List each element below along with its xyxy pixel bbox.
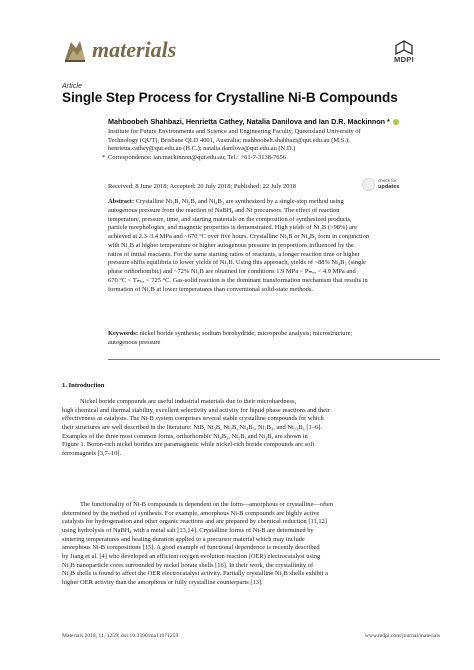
materials-logo-icon — [62, 38, 88, 64]
correspondence-mark: * — [102, 153, 106, 161]
abstract-line: 670 °C < Tₘₐₓ < 725 °C. Gas-solid reaction is the dominant transformation mechanism that results in — [108, 276, 368, 284]
affiliation-line: henrietta.cathey@qut.edu.au (H.C.); natalia.danilova@qut.edu.au (N.D.) — [108, 145, 296, 153]
footer-journal-link[interactable]: www.mdpi.com/journal/materials — [364, 633, 440, 639]
paragraph-line: Figure 1. Boron-rich nickel borides are paramagnetic while nickel-rich boride compounds are soft — [62, 441, 315, 449]
abstract-line: achieved at 2.3–3.4 MPa and ~670 °C over five hours. Crystalline Ni₃B or Ni₄B₃ form in conjunction — [108, 233, 370, 240]
paragraph-line: Nickel boride compounds are useful industrial materials due to their microhardness, — [80, 398, 297, 405]
paragraph-line: The functionality of Ni-B compounds is dependent on the form—amorphous or crystalline—often — [80, 501, 333, 508]
paragraph-line: Ni₃B shells is found to affect the OER electrocatalyst activity. Partially crystalline Ni₃B shells exhibit a — [62, 570, 329, 578]
abstract-label: Abstract: — [108, 198, 135, 205]
article-type-label: Article — [62, 81, 82, 90]
keywords — [108, 330, 440, 348]
paragraph-line: high chemical and thermal stability, excellent selectivity and activity for liquid phase reactions and their — [62, 406, 330, 414]
keywords-line — [108, 330, 440, 339]
affiliation-line: Institute for Future Environments and Science and Engineering Faculty, Queensland University of — [108, 128, 361, 135]
paragraph-line: Ni₃B nanoparticle cores surrounded by nickel borate shells [16]. In their work, the crystallinity of — [62, 561, 314, 569]
check-updates-bottom-label: updates — [378, 184, 400, 190]
paragraph-line: amorphous Ni-B compositions [15]. A good example of functional dependence is recently described — [62, 544, 320, 552]
author-list — [108, 117, 438, 126]
mdpi-wordmark: MDPI — [394, 55, 414, 64]
keywords-line: autogenous pressure — [108, 338, 161, 346]
abstract-line: with Ni₂B at higher temperature or higher autogenous pressure in proportions influenced by the — [108, 241, 354, 249]
abstract-line: particle morphologies, and magnetic properties is demonstrated. High yields of Ni₂B (>98%) are — [108, 224, 358, 232]
abstract-line: formation of Ni₂B at lower temperatures than conventional solid-state methods. — [108, 285, 313, 293]
abstract — [108, 198, 440, 294]
mdpi-logo[interactable] — [386, 40, 422, 64]
paragraph-line: effectiveness as catalysts. The Ni-B system comprises several stable crystalline compounds for which — [62, 415, 324, 423]
abstract-text: Crystalline Ni₃B, Ni₂B, and Ni₄B₃ are synthesized by a single-step method using — [135, 198, 344, 205]
mdpi-logo-icon — [386, 40, 422, 56]
paragraph-line: catalysts for hydrogenation and other organic reactions and are prepared by chemical reduction [11,12] — [62, 518, 327, 526]
paragraph-line: higher OER activity than the amorphous or fully crystalline counterparts [13]. — [62, 578, 263, 586]
paragraph-line: by Jiang et al. [4] who developed an efficient oxygen evolution reaction (OER) electrocatalyst using — [62, 552, 321, 560]
affiliation-block — [102, 128, 438, 162]
orcid-icon[interactable] — [393, 119, 399, 125]
abstract-line: ratios of initial reactants. For the same starting ratios of reactants, a longer reaction time or higher — [108, 250, 360, 258]
check-updates-top-label: check for — [378, 178, 397, 183]
abstract-line: pressure shifts equilibria to lower yields of Ni₂B. Using this approach, yields of ~88% Ni₄B₃ (single — [108, 259, 366, 267]
paragraph-line: sintering temperatures and heating duration applied to a precursor material which may include — [62, 535, 305, 543]
section-heading-introduction: 1. Introduction — [62, 382, 105, 389]
check-updates-icon — [362, 178, 375, 191]
abstract-line — [108, 198, 440, 207]
paragraph-line: their structures are well described in the literature: NiB, Ni₃B, Ni₂B, Ni₄B₃, Ni₇B₃, and Ni₂₃B₆ [1–6]. — [62, 423, 322, 431]
keywords-text: nickel boride synthesis; sodium borohydride; microprobe analysis; microstructure; — [139, 330, 353, 337]
paragraph-line: using hydrolysis of NaBH₄ with a metal salt [13,14]. Crystalline forms of Ni-B are determined by — [62, 526, 314, 534]
section-divider — [108, 359, 440, 360]
publication-dates: Received: 8 June 2018; Accepted: 20 July 2018; Published: 22 July 2018 — [108, 183, 296, 190]
journal-header — [62, 36, 422, 70]
abstract-line: temperature, pressure, time, and starting materials on the composition of synthesized products, — [108, 215, 352, 223]
correspondence-line — [102, 153, 438, 163]
journal-name[interactable]: materials — [92, 37, 177, 62]
keywords-label: Keywords: — [108, 330, 139, 337]
check-for-updates-button[interactable] — [362, 176, 420, 194]
paragraph-line: ferromagnets [3,7–10]. — [62, 449, 122, 457]
affiliation-line: Technology (QUT), Brisbane QLD 4001, Australia; mahboobeh.shahbazi@qut.edu.au (M.S.); — [108, 136, 350, 144]
abstract-line: phase orthorhombic) and ~72% Ni₃B are obtained for conditions 1.9 MPa < Pₘₐₓ < 4.9 MPa and — [108, 268, 356, 275]
article-title: Single Step Process for Crystalline Ni-B Compounds — [62, 90, 398, 105]
paragraph-line: Examples of the three most common forms, orthorhombic Ni₄B₃, Ni₂B, and Ni₃B, are shown in — [62, 432, 308, 440]
abstract-line: autogenous pressure from the reaction of NaBH₄ and Ni precursors. The effect of reaction — [108, 206, 340, 214]
author-names: Mahboobeh Shahbazi, Henrietta Cathey, Natalia Danilova and Ian D.R. Mackinnon * — [108, 117, 390, 126]
correspondence-text: Correspondence: ian.mackinnon@qut.edu.au; Tel.: +61-7-3138-7656 — [108, 153, 286, 161]
introduction-paragraph-2 — [62, 501, 440, 588]
footer-citation: Materials 2018, 11, 1259; doi:10.3390/ma11071259 — [62, 633, 179, 639]
paragraph-line: determined by the method of synthesis. For example, amorphous Ni-B compounds are highly active — [62, 509, 320, 517]
introduction-paragraph-1 — [62, 398, 440, 459]
